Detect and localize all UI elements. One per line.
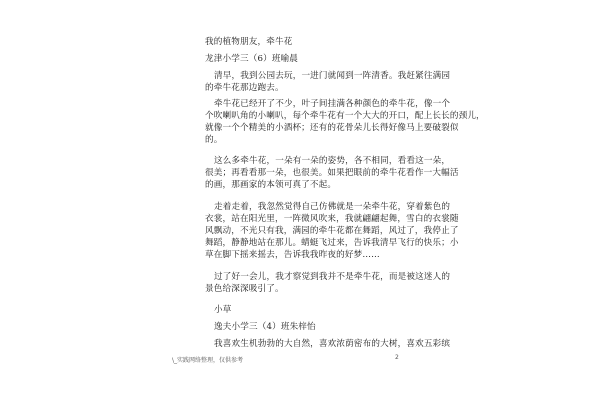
essay1-line: 清早，我到公园去玩，一进门就闻到一阵清香。我赶紧往满园 [214,71,451,81]
essay2-author: 逸夫小学三（4）班朱梓怡 [214,322,316,332]
essay1-line: 牵牛花已经开了不少，叶子间挂满各种颜色的牵牛花，像一个 [214,99,451,109]
essay1-line: 衣裳，站在阳光里，一阵微风吹来，我就翩翩起舞，雪白的衣裳随 [205,214,459,224]
essay1-line: 走着走着，我忽然觉得自己仿佛就是一朵牵牛花，穿着紫色的 [214,202,451,212]
essay1-title: 我的植物朋友，牵牛花 [205,37,293,47]
essay1-line: 个吹喇叭角的小喇叭，每个牵牛花有一个大大的开口，配上长长的颈儿， [205,111,485,121]
essay1-line: 这么多牵牛花，一朵有一朵的姿势，各不相同，看看这一朵， [214,156,451,166]
essay1-line: 的牵牛花那边跑去。 [205,83,284,93]
essay1-line: 风飘动，不光只有我，满园的牵牛花都在舞蹈，风过了，我停止了 [205,226,459,236]
essay1-line: 的。 [205,135,223,145]
essay1-line: 景色给深深吸引了。 [205,284,284,294]
essay1-line: 的画，那画家的本领可真了不起。 [205,180,337,190]
page-number: 2 [395,354,399,361]
essay1-line: 舞蹈，静静地站在那儿。蜻蜓飞过来，告诉我清早飞行的快乐；小 [205,238,459,248]
essay1-line: 很美；再看看那一朵，也很美。如果把眼前的牵牛花看作一大幅活 [205,168,459,178]
essay1-line: 就像一个个精美的小酒杯；还有的花骨朵儿长得好像马上要破裂似 [205,123,459,133]
essay1-author: 龙津小学三（6）班喻晨 [205,54,299,64]
essay2-title: 小草 [214,305,232,315]
essay2-line: 我喜欢生机勃勃的大自然，喜欢浓荫密布的大树，喜欢五彩缤 [214,339,451,349]
essay1-line: 过了好一会儿，我才察觉到我并不是牵牛花，而是被这迷人的 [214,272,451,282]
footer-note: \_实践网络整理，仅供参考 [172,357,244,364]
essay1-line: 草在脚下摇来摇去，告诉我我昨夜的好梦…… [205,250,380,260]
